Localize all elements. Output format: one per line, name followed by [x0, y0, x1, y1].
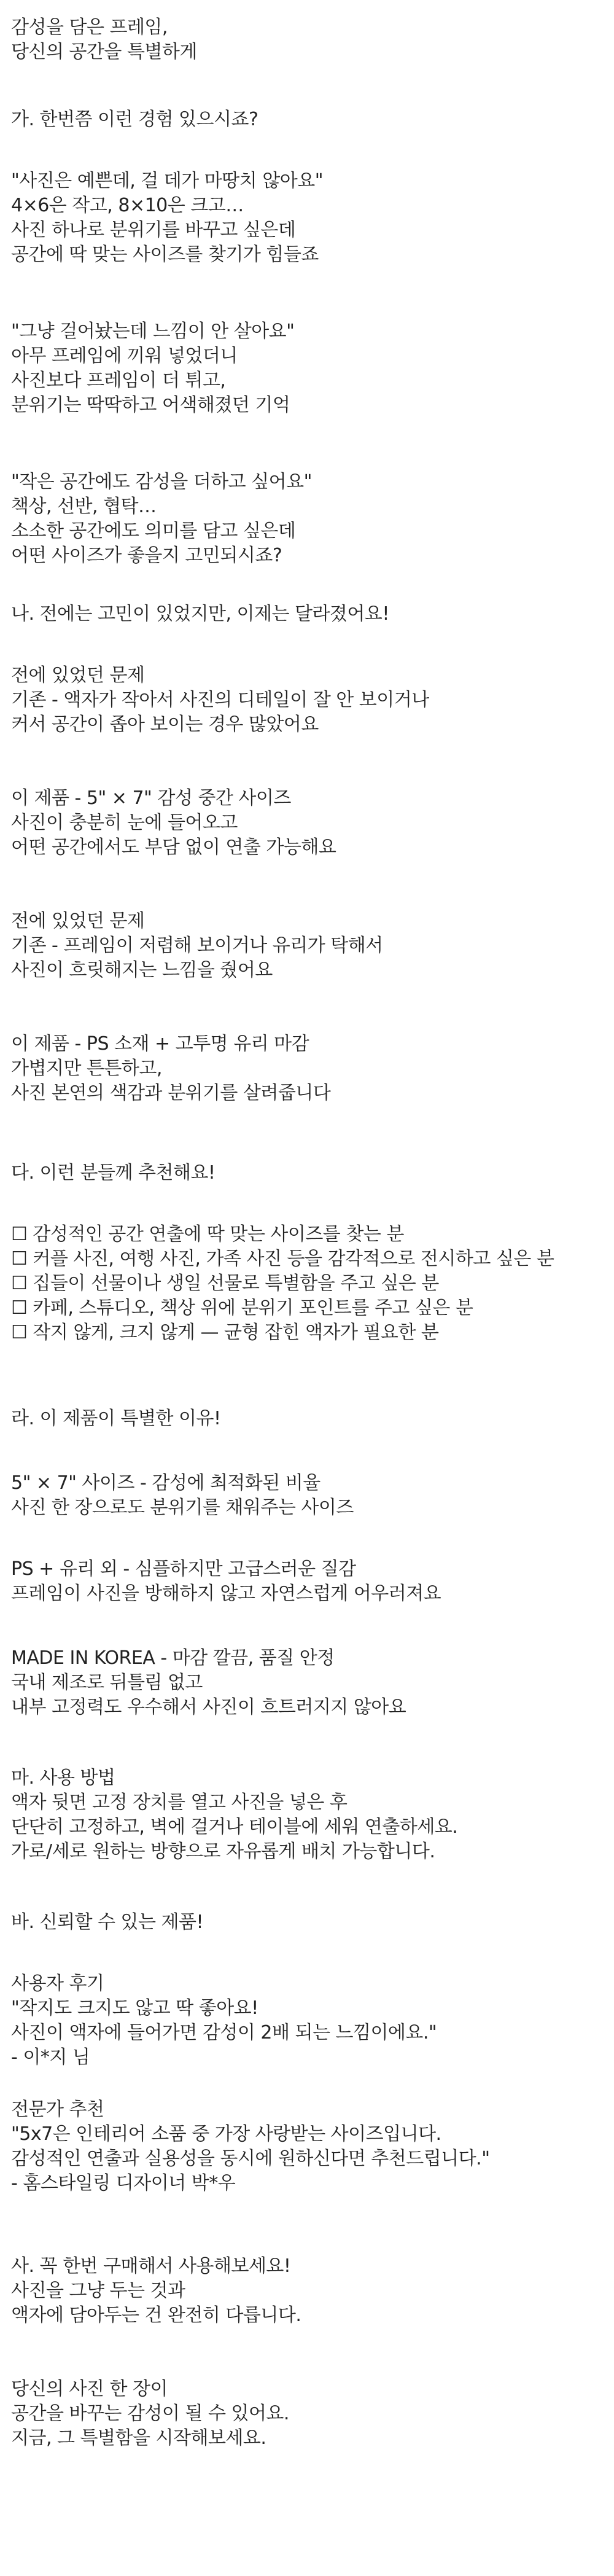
- pain-point-size-line-3: 사진 하나로 분위기를 바꾸고 싶은데: [11, 219, 296, 241]
- closing-message-line-2: 공간을 바꾸는 감성이 될 수 있어요.: [11, 2403, 289, 2424]
- pain-point-space-line-2: 책상, 선반, 협탁…: [11, 496, 157, 517]
- section-ba-heading-line-1: 바. 신뢰할 수 있는 제품!: [11, 1911, 204, 1933]
- reason-made-in-korea-line-1: MADE IN KOREA - 마감 깔끔, 품질 안정: [11, 1647, 335, 1669]
- pain-point-space-line-1: "작은 공간에도 감성을 더하고 싶어요": [11, 471, 312, 493]
- expert-recommendation-line-1: 전문가 추천: [11, 2099, 104, 2120]
- before-problem-quality-line-3: 사진이 흐릿해지는 느낌을 줬어요: [11, 959, 273, 981]
- section-na-heading-line-1: 나. 전에는 고민이 있었지만, 이제는 달라졌어요!: [11, 603, 389, 625]
- pain-point-space-line-4: 어떤 사이즈가 좋을지 고민되시죠?: [11, 545, 282, 566]
- reason-made-in-korea-line-3: 내부 고정력도 우수해서 사진이 흐트러지지 않아요: [11, 1696, 406, 1718]
- user-review-line-3: 사진이 액자에 들어가면 감성이 2배 되는 느낌이에요.": [11, 2022, 437, 2043]
- section-sa-cta-line-2: 사진을 그냥 두는 것과: [11, 2280, 185, 2301]
- pain-point-feel-line-4: 분위기는 딱딱하고 어색해졌던 기억: [11, 394, 290, 416]
- usage-guide-line-1: 마. 사용 방법: [11, 1767, 115, 1789]
- pain-point-size-line-1: "사진은 예쁜데, 걸 데가 마땅치 않아요": [11, 170, 324, 192]
- before-problem-quality-line-2: 기존 - 프레임이 저렴해 보이거나 유리가 탁해서: [11, 935, 383, 956]
- recommend-checklist-line-3: ☐ 집들이 선물이나 생일 선물로 특별함을 주고 싶은 분: [11, 1273, 439, 1294]
- user-review-line-4: - 이*지 님: [11, 2047, 90, 2068]
- closing-message-line-3: 지금, 그 특별함을 시작해보세요.: [11, 2427, 266, 2449]
- usage-guide-line-2: 액자 뒷면 고정 장치를 열고 사진을 넣은 후: [11, 1792, 348, 1813]
- pain-point-feel-line-1: "그냥 걸어놨는데 느낌이 안 살아요": [11, 321, 295, 342]
- intro-heading-line-1: 감성을 담은 프레임,: [11, 17, 168, 38]
- after-solution-size-line-3: 어떤 공간에서도 부담 없이 연출 가능해요: [11, 837, 336, 858]
- pain-point-size-line-2: 4×6은 작고, 8×10은 크고…: [11, 195, 244, 216]
- section-sa-cta-line-1: 사. 꼭 한번 구매해서 사용해보세요!: [11, 2255, 291, 2277]
- before-problem-size-line-2: 기존 - 액자가 작아서 사진의 디테일이 잘 안 보이거나: [11, 689, 429, 711]
- expert-recommendation-line-4: - 홈스타일링 디자이너 박*우: [11, 2172, 236, 2194]
- reason-material-line-1: PS + 유리 외 - 심플하지만 고급스러운 질감: [11, 1558, 356, 1580]
- reason-made-in-korea-line-2: 국내 제조로 뒤틀림 없고: [11, 1672, 203, 1693]
- pain-point-space-line-3: 소소한 공간에도 의미를 담고 싶은데: [11, 520, 296, 542]
- section-sa-cta-line-3: 액자에 담아두는 건 완전히 다릅니다.: [11, 2305, 301, 2326]
- pain-point-feel-line-3: 사진보다 프레임이 더 튀고,: [11, 370, 226, 391]
- user-review-line-2: "작지도 크지도 않고 딱 좋아요!: [11, 1997, 258, 2019]
- section-ga-heading-line-1: 가. 한번쯤 이런 경험 있으시죠?: [11, 109, 258, 130]
- after-solution-quality-line-1: 이 제품 - PS 소재 + 고투명 유리 마감: [11, 1033, 309, 1055]
- user-review-line-1: 사용자 후기: [11, 1973, 104, 1994]
- recommend-checklist-line-1: ☐ 감성적인 공간 연출에 딱 맞는 사이즈를 찾는 분: [11, 1224, 404, 1245]
- expert-recommendation-line-3: 감성적인 연출과 실용성을 동시에 원하신다면 추천드립니다.": [11, 2148, 490, 2169]
- section-ra-heading-line-1: 라. 이 제품이 특별한 이유!: [11, 1408, 221, 1429]
- reason-material-line-2: 프레임이 사진을 방해하지 않고 자연스럽게 어우러져요: [11, 1583, 441, 1604]
- reason-size-line-2: 사진 한 장으로도 분위기를 채워주는 사이즈: [11, 1497, 354, 1518]
- after-solution-quality-line-3: 사진 본연의 색감과 분위기를 살려줍니다: [11, 1082, 331, 1104]
- before-problem-size-line-1: 전에 있었던 문제: [11, 665, 145, 686]
- usage-guide-line-3: 단단히 고정하고, 벽에 걸거나 테이블에 세워 연출하세요.: [11, 1816, 458, 1838]
- after-solution-size-line-1: 이 제품 - 5" × 7" 감성 중간 사이즈: [11, 787, 291, 809]
- recommend-checklist-line-4: ☐ 카페, 스튜디오, 책상 위에 분위기 포인트를 주고 싶은 분: [11, 1297, 473, 1319]
- usage-guide-line-4: 가로/세로 원하는 방향으로 자유롭게 배치 가능합니다.: [11, 1841, 435, 1862]
- after-solution-size-line-2: 사진이 충분히 눈에 들어오고: [11, 812, 238, 833]
- closing-message-line-1: 당신의 사진 한 장이: [11, 2378, 168, 2400]
- reason-size-line-1: 5" × 7" 사이즈 - 감성에 최적화된 비율: [11, 1472, 321, 1494]
- pain-point-feel-line-2: 아무 프레임에 끼워 넣었더니: [11, 345, 238, 367]
- before-problem-quality-line-1: 전에 있었던 문제: [11, 910, 145, 932]
- section-da-heading-line-1: 다. 이런 분들께 추천해요!: [11, 1162, 216, 1184]
- pain-point-size-line-4: 공간에 딱 맞는 사이즈를 찾기가 힘들죠: [11, 244, 319, 265]
- expert-recommendation-line-2: "5x7은 인테리어 소품 중 가장 사랑받는 사이즈입니다.: [11, 2123, 441, 2145]
- intro-heading-line-2: 당신의 공간을 특별하게: [11, 41, 197, 63]
- recommend-checklist-line-2: ☐ 커플 사진, 여행 사진, 가족 사진 등을 감각적으로 전시하고 싶은 분: [11, 1248, 554, 1270]
- after-solution-quality-line-2: 가볍지만 튼튼하고,: [11, 1058, 162, 1079]
- recommend-checklist-line-5: ☐ 작지 않게, 크지 않게 — 균형 잡힌 액자가 필요한 분: [11, 1322, 439, 1343]
- before-problem-size-line-3: 커서 공간이 좁아 보이는 경우 많았어요: [11, 714, 319, 735]
